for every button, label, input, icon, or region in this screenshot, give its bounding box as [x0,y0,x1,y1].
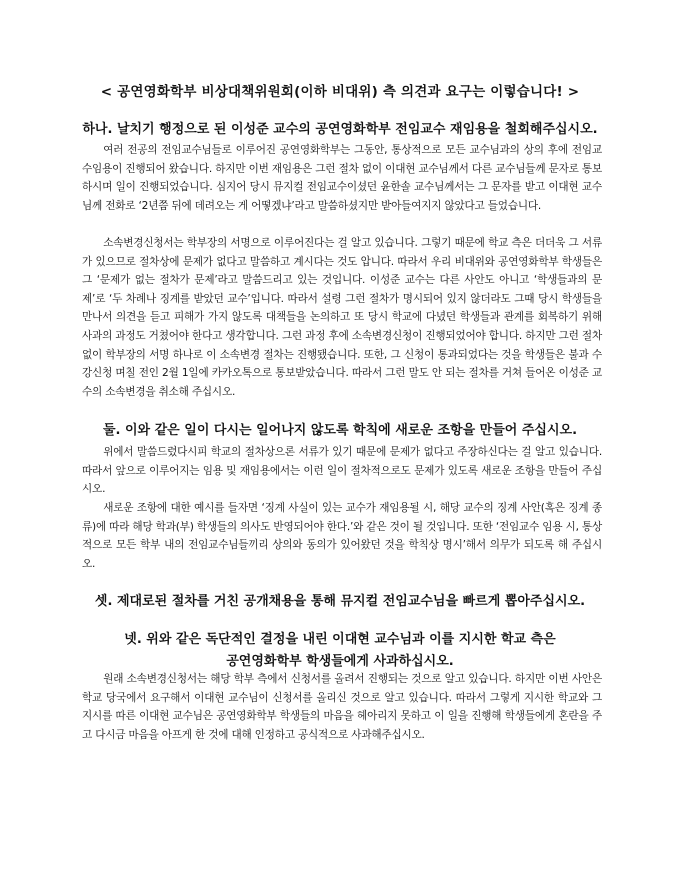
section-4-heading [70,629,610,673]
section-4-heading-line-1: 넷. 위와 같은 독단적인 결정을 내린 이대현 교수님과 이를 지시한 학교 측은 [124,632,556,647]
section-1-heading: 하나. 날치기 행정으로 된 이성준 교수의 공연영화학부 전임교수 재임용을 철회해주십시오. [82,122,598,137]
section-2-heading: 둘. 이와 같은 일이 다시는 일어나지 않도록 학칙에 새로운 조항을 만들어 주십시오. [102,423,578,438]
section-3-heading: 셋. 제대로된 절차를 거친 공개채용을 통해 뮤지컬 전임교수님을 빠르게 뽑아주십시오. [94,594,586,609]
section-2-paragraph-1: 위에서 말씀드렸다시피 학교의 절차상으론 서류가 있기 때문에 문제가 없다고 주장하신다는 걸 알고 있습니다. 따라서 앞으로 이루어지는 임용 및 재임용에서는 이런 일이 절차적으로도 문제가 있도록 새로운 조항을 만들어 주십시오. [82,446,602,496]
section-1-paragraph-1: 여러 전공의 전임교수님들로 이루어진 공연영화학부는 그동안, 통상적으로 모든 교수님과의 상의 후에 전임교수임용이 진행되어 왔습니다. 하지만 이번 재임용은 그런 절차 없이 이대현 교수님께서 다른 교수님들께 문자로 통보하시며 일이 진행되었습니다. 심지어 당시 뮤지컬 전임교수이셨던 윤한솔 교수님께서는 그 문자를 받고 이대현 교수님께 전화로 ‘2년쯤 뒤에 데려오는 게 어떻겠냐’라고 말씀하셨지만 받아들여지지 않았다고 들었습니다. [82,144,602,212]
document-title: < 공연영화학부 비상대책위원회(이하 비대위) 측 의견과 요구는 이렇습니다! > [100,84,580,100]
section-1-paragraph-2: 소속변경신청서는 학부장의 서명으로 이루어진다는 걸 알고 있습니다. 그렇기 때문에 학교 측은 더더욱 그 서류가 있으므로 절차상에 문제가 없다고 말씀하고 계시다는 것도 압니다. 따라서 우리 비대위와 공연영화학부 학생들은 그 ‘문제가 없는 절차가 문제’라고 말씀드리고 있는 것입니다. 이성준 교수는 다른 사안도 아니고 ‘학생들과의 문제’로 ‘두 차례나 징계를 받았던 교수’입니다. 따라서 설령 그런 절차가 명시되어 있지 않더라도 그때 당시 학생들을 만나서 의견을 듣고 피해가 가지 않도록 대책들을 논의하고 또 당시 학교에 다녔던 학생들과 관계를 회복하기 위해 사과의 과정도 거쳤어야 한다고 생각합니다. 그런 과정 후에 소속변경신청이 진행되었어야 합니다. 하지만 그런 절차 없이 학부장의 서명 하나로 이 소속변경 절차는 진행됐습니다. 또한, 그 신청이 통과되었다는 것을 학생들은 불과 수강신청 며칠 전인 2월 1일에 카카오톡으로 통보받았습니다. 따라서 그런 말도 안 되는 절차를 거쳐 들어온 이성준 교수의 소속변경을 취소해 주십시오. [82,237,602,398]
section-2-paragraph-2: 새로운 조항에 대한 예시를 들자면 ‘징계 사실이 있는 교수가 재임용될 시, 해당 교수의 징계 사안(혹은 징계 종류)에 따라 해당 학과(부) 학생들의 의사도 반영되어야 한다.’와 같은 것이 될 것입니다. 또한 ‘전임교수 임용 시, 통상적으로 모든 학부 내의 전임교수님들끼리 상의와 동의가 있어왔던 것을 학칙상 명시’해서 의무가 되도록 해 주십시오. [82,502,602,570]
section-4-heading-line-2: 공연영화학부 학생들에게 사과하십시오. [226,654,454,669]
section-4-paragraph-1: 원래 소속변경신청서는 해당 학부 측에서 신청서를 올려서 진행되는 것으로 알고 있습니다. 하지만 이번 사안은 학교 당국에서 요구해서 이대현 교수님이 신청서를 올리신 것으로 알고 있습니다. 따라서 그렇게 지시한 학교와 그 지시를 따른 이대현 교수님은 공연영화학부 학생들의 마음을 헤아리지 못하고 이 일을 진행해 학생들에게 혼란을 주고 다시금 마음을 아프게 한 것에 대해 인정하고 공식적으로 사과해주십시오. [82,673,602,741]
